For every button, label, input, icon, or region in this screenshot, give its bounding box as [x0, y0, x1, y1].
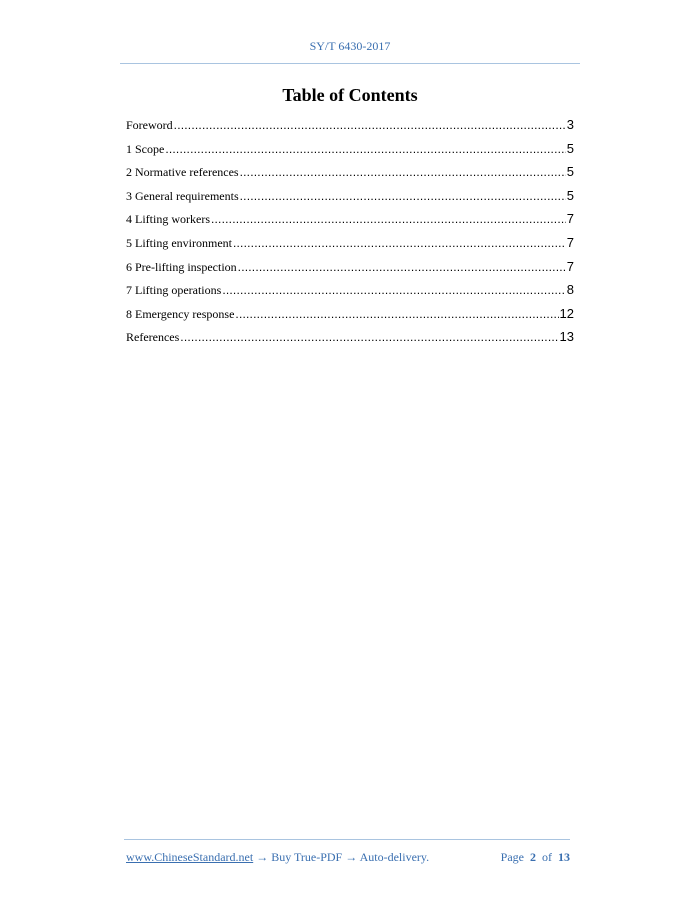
page-number-indicator	[501, 850, 570, 865]
toc-entry-foreword[interactable]	[126, 117, 574, 141]
toc-leader-dots	[222, 283, 565, 297]
page-footer	[126, 850, 570, 865]
table-of-contents	[126, 117, 574, 353]
site-link[interactable]: www.ChineseStandard.net	[126, 850, 254, 864]
toc-entry-page: 5	[566, 164, 574, 180]
auto-delivery-text: Auto-delivery.	[359, 850, 430, 864]
toc-entry-label: 4 Lifting workers	[126, 212, 210, 227]
footer-divider	[124, 839, 570, 840]
toc-leader-dots	[240, 189, 566, 203]
toc-leader-dots	[240, 165, 566, 179]
total-page-count: 13	[558, 850, 570, 864]
toc-entry-lifting-environment[interactable]	[126, 235, 574, 259]
toc-entry-normative-references[interactable]	[126, 164, 574, 188]
toc-entry-page: 7	[566, 258, 574, 274]
toc-leader-dots	[238, 260, 566, 274]
toc-entry-label: 2 Normative references	[126, 165, 239, 180]
toc-entry-page: 3	[566, 117, 574, 132]
toc-entry-label: Foreword	[126, 118, 173, 132]
toc-leader-dots	[233, 236, 566, 250]
toc-entry-label: 7 Lifting operations	[126, 283, 222, 298]
toc-entry-pre-lifting-inspection[interactable]	[126, 259, 574, 283]
toc-leader-dots	[211, 212, 566, 226]
toc-entry-page: 12	[559, 305, 574, 321]
toc-entry-label: 1 Scope	[126, 141, 165, 156]
toc-entry-general-requirements[interactable]	[126, 188, 574, 212]
document-code-header: SY/T 6430-2017	[309, 39, 391, 53]
toc-leader-dots	[180, 330, 558, 344]
page-title: Table of Contents	[282, 85, 418, 105]
current-page-number: 2	[530, 850, 536, 864]
page-word: Page	[500, 850, 524, 864]
toc-leader-dots	[165, 142, 565, 156]
arrow-right-icon: →	[345, 850, 358, 864]
toc-entry-emergency-response[interactable]	[126, 306, 574, 330]
toc-entry-page: 5	[566, 140, 574, 156]
toc-entry-label: 6 Pre-lifting inspection	[126, 259, 237, 274]
toc-leader-dots	[235, 307, 558, 321]
toc-entry-label: 8 Emergency response	[126, 306, 235, 321]
toc-entry-page: 7	[566, 211, 574, 227]
toc-entry-page: 5	[566, 187, 574, 203]
toc-entry-page: 8	[566, 282, 574, 298]
toc-entry-label: References	[126, 330, 180, 345]
of-word: of	[542, 850, 552, 864]
toc-entry-scope[interactable]	[126, 141, 574, 165]
toc-entry-label: 5 Lifting environment	[126, 235, 232, 250]
toc-entry-lifting-operations[interactable]	[126, 282, 574, 306]
toc-entry-lifting-workers[interactable]	[126, 211, 574, 235]
toc-entry-page: 7	[566, 234, 574, 250]
toc-entry-page: 13	[559, 329, 574, 345]
buy-pdf-text: Buy True-PDF	[271, 850, 343, 864]
header-divider	[120, 63, 580, 64]
toc-entry-label: 3 General requirements	[126, 188, 239, 203]
toc-leader-dots	[174, 118, 566, 132]
arrow-right-icon: →	[256, 850, 269, 864]
toc-entry-references[interactable]	[126, 329, 574, 353]
footer-promo	[126, 850, 429, 864]
